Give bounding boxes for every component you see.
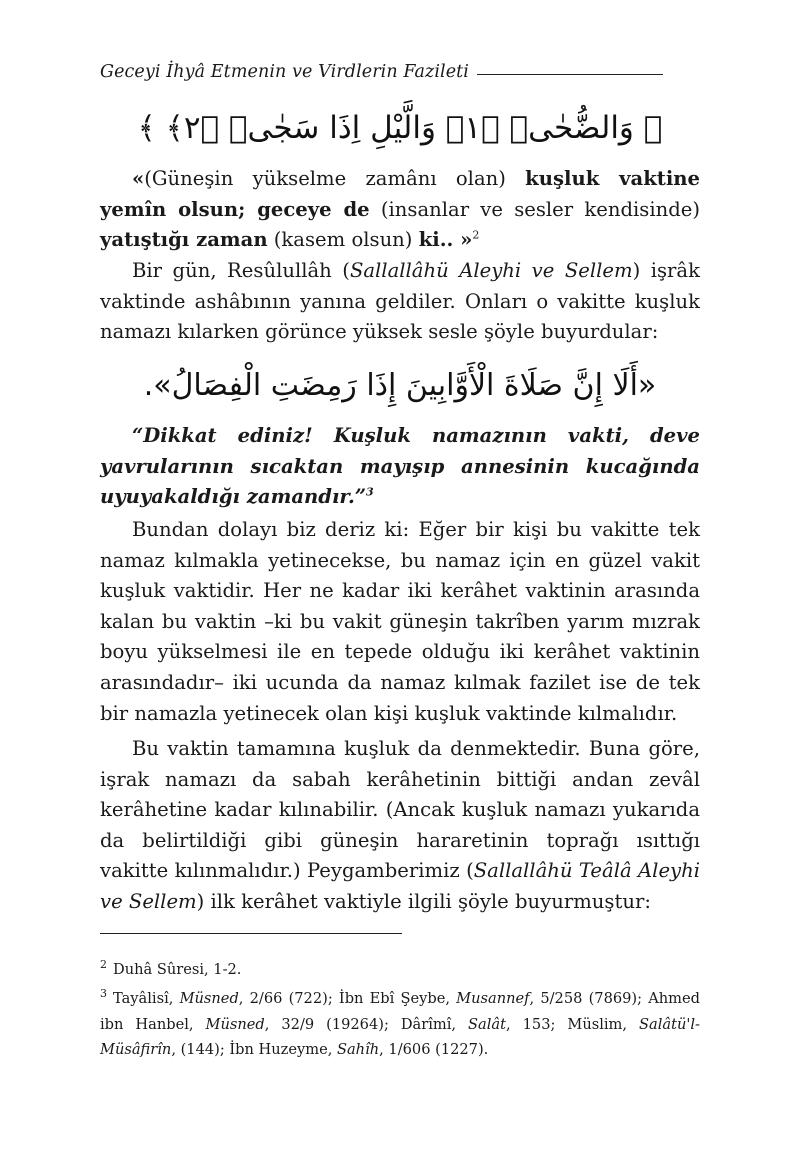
paragraph-hadith-translation: “Dikkat ediniz! Kuşluk namazının vakti, deve yavrularının sıcaktan mayışıp annesinin kucağında uyuyakaldığı zamandır.”$^3$ (100, 424, 700, 509)
hadith-arabic: «أَلَا إِنَّ صَلَاةَ الْأَوَّابِينَ إِذَا رَمِضَتِ الْفِصَالُ». (143, 368, 657, 403)
footnote-number: 3 (100, 987, 107, 1001)
footnote-separator (100, 933, 402, 934)
quote-open: « (132, 167, 145, 190)
paragraph-explanation: Bundan dolayı biz deriz ki: Eğer bir kişi bu vakitte tek namaz kılmakla yetinecekse, bu namaz için en güzel vakit kuşluk vaktidir. Her ne kadar iki kerâhet vaktinin arasında kalan bu vaktin –ki bu vakit güneşin takrîben yarım mızrak boyu yükselmesi ile en tepede olduğu iki kerâhet vaktinin arasındadır– iki ucunda da namaz kılmak fazilet ise de tek bir namazla yetinecek olan kişi kuşluk vaktinde kılmalıdır. (100, 518, 700, 725)
footnote-number: 2 (100, 958, 107, 972)
running-header (100, 62, 663, 82)
footnote-ref-2[interactable]: 2 (472, 228, 480, 242)
header-title: Geceyi İhyâ Etmenin ve Virdlerin Fazileti (100, 62, 470, 82)
quran-verse: ﴿ وَالضُّحٰىۙ ﴿١﴾ وَالَّيْلِ اِذَا سَجٰىۙ ﴿٢﴾ ﴾ (137, 110, 663, 146)
paragraph-translation: «(Güneşin yükselme zamânı olan) kuşluk vaktine yemîn olsun; geceye de (insanlar ve sesler kendisinde) yatıştığı zaman (kasem olsun) ki.. »$^2$ (100, 167, 700, 252)
footnote-ref-3[interactable]: 3 (366, 485, 374, 499)
header-rule (477, 74, 663, 75)
footnote-2: $^2$ Duhâ Sûresi, 1-2. (100, 958, 242, 978)
footnote-3: $^3$ Tayâlisî, Müsned, 2/66 (722); İbn Ebî Şeybe, Musannef, 5/258 (7869); Ahmed ibn Hanbel, Müsned, 32/9 (19264); Dârîmî, Salât, 153; Müslim, Salâtü'l-Müsâfirîn, (144); İbn Huzeyme, Sahîh, 1/606 (1227). (100, 987, 700, 1058)
paragraph-continuation: Bu vaktin tamamına kuşluk da denmektedir. Buna göre, işrak namazı da sabah kerâhetinin bittiği andan zevâl kerâhetine kadar kılınabilir. (Ancak kuşluk namazı yukarıda da belirtildiği gibi güneşin hararetinin toprağı ısıttığı vakitte kılınmalıdır.) Peygamberimiz (Sallallâhü Teâlâ Aleyhi ve Sellem) ilk kerâhet vaktiyle ilgili şöyle buyurmuştur: (100, 737, 700, 913)
paragraph-narrative: Bir gün, Resûlullâh (Sallallâhü Aleyhi ve Sellem) işrâk vaktinde ashâbının yanına geldiler. Onları o vakitte kuşluk namazı kılarken görünce yüksek sesle şöyle buyurdular: (100, 259, 700, 344)
